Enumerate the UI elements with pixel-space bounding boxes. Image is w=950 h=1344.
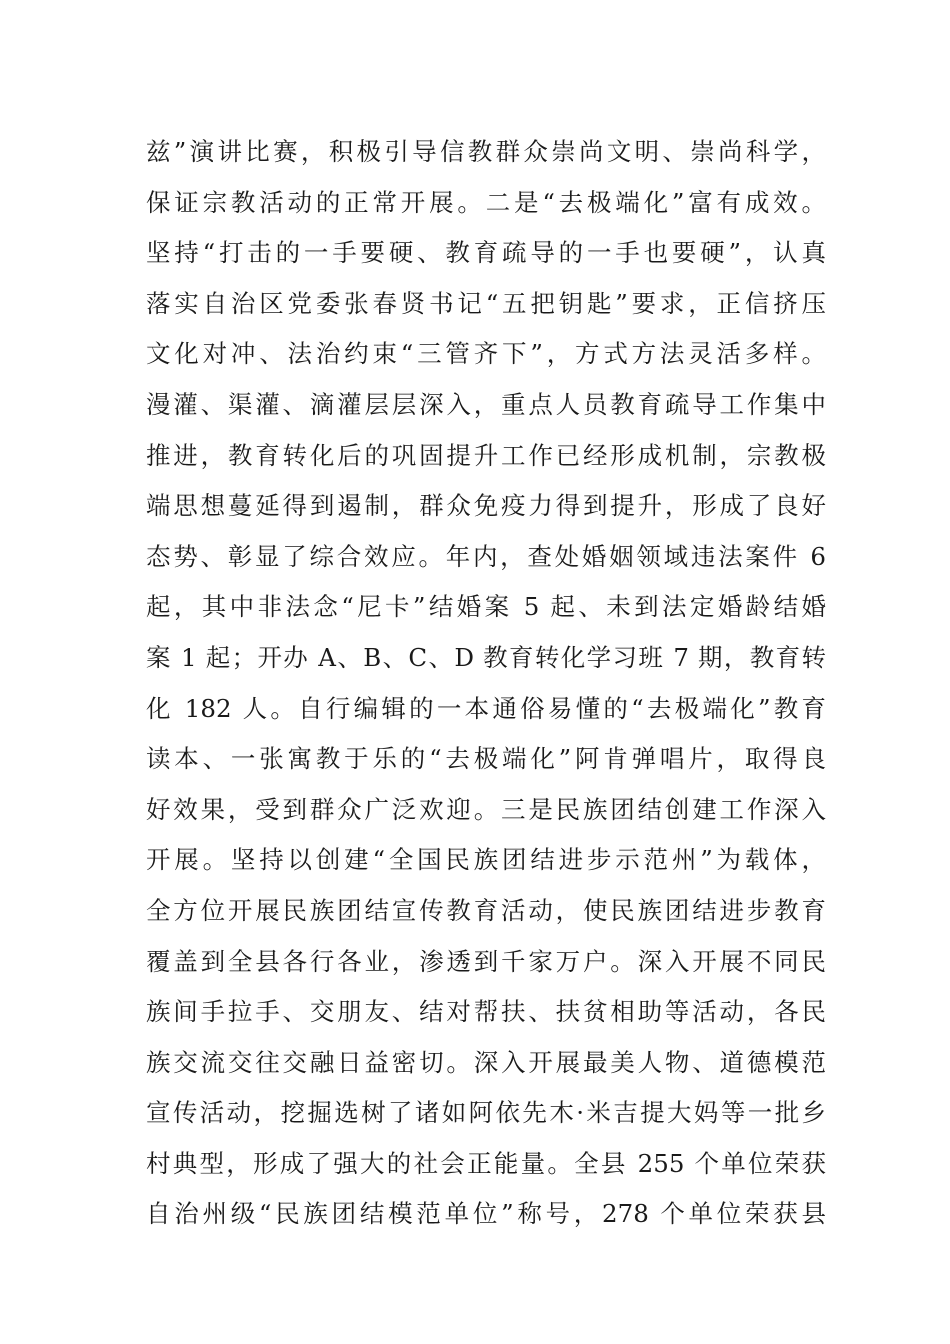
text-line: 文化对冲、法治约束“三管齐下”，方式方法灵活多样。 bbox=[146, 339, 826, 369]
text-line: 推进，教育转化后的巩固提升工作已经形成机制，宗教极 bbox=[146, 440, 826, 470]
text-line: 态势、彰显了综合效应。年内，查处婚姻领域违法案件 6 bbox=[146, 541, 826, 571]
text-line: 化 182 人。自行编辑的一本通俗易懂的“去极端化”教育 bbox=[146, 693, 826, 723]
text-line: 好效果，受到群众广泛欢迎。三是民族团结创建工作深入 bbox=[146, 794, 826, 824]
text-line: 落实自治区党委张春贤书记“五把钥匙”要求，正信挤压 bbox=[146, 288, 826, 318]
text-line: 坚持“打击的一手要硬、教育疏导的一手也要硬”，认真 bbox=[146, 238, 826, 268]
text-line: 村典型，形成了强大的社会正能量。全县 255 个单位荣获 bbox=[146, 1148, 826, 1178]
text-line: 覆盖到全县各行各业，渗透到千家万户。深入开展不同民 bbox=[146, 946, 826, 976]
text-line: 族间手拉手、交朋友、结对帮扶、扶贫相助等活动，各民 bbox=[146, 997, 826, 1027]
text-line: 开展。坚持以创建“全国民族团结进步示范州”为载体， bbox=[146, 845, 826, 875]
text-line: 宣传活动，挖掘选树了诸如阿依先木·米吉提大妈等一批乡 bbox=[146, 1098, 826, 1128]
text-line: 兹”演讲比赛，积极引导信教群众崇尚文明、崇尚科学， bbox=[146, 137, 826, 166]
text-line: 起，其中非法念“尼卡”结婚案 5 起、未到法定婚龄结婚 bbox=[146, 592, 826, 622]
text-line: 读本、一张寓教于乐的“去极端化”阿肯弹唱片，取得良 bbox=[146, 744, 826, 774]
text-line: 自治州级“民族团结模范单位”称号，278 个单位荣获县 bbox=[146, 1199, 826, 1229]
text-line: 保证宗教活动的正常开展。二是“去极端化”富有成效。 bbox=[146, 187, 826, 217]
text-line: 漫灌、渠灌、滴灌层层深入，重点人员教育疏导工作集中 bbox=[146, 389, 826, 419]
text-line: 族交流交往交融日益密切。深入开展最美人物、道德模范 bbox=[146, 1047, 826, 1077]
body-text bbox=[146, 127, 826, 1240]
text-line: 全方位开展民族团结宣传教育活动，使民族团结进步教育 bbox=[146, 895, 826, 925]
text-line: 案 1 起；开办 A、B、C、D 教育转化学习班 7 期，教育转 bbox=[146, 642, 826, 672]
text-line: 端思想蔓延得到遏制，群众免疫力得到提升，形成了良好 bbox=[146, 491, 826, 521]
